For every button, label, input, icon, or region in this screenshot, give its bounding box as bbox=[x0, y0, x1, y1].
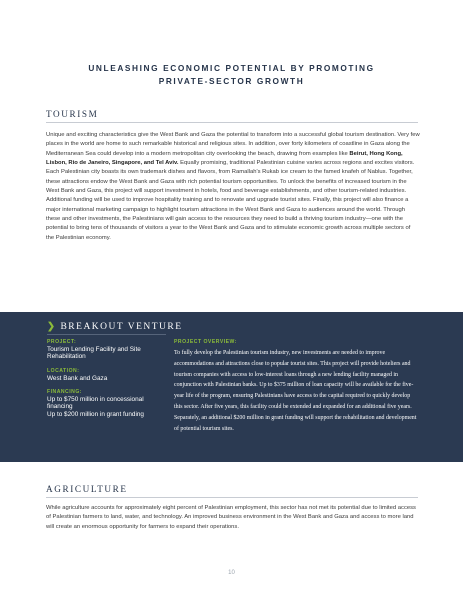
breakout-venture-title bbox=[47, 321, 183, 332]
page-heading-line2: PRIVATE-SECTOR GROWTH bbox=[158, 75, 305, 86]
tourism-paragraph-rest: Equally promising, traditional Palestinian cuisine varies across regions and excites visitors. Each Palestinian city boasts its own trademark dishes and flavors, from Ramallah's Rukab ice cream to the famed knafeh of Nablus. Together, these attractions endow the West Bank and Gaza with rich potential tourism opportunities. To unlock the benefits of increased tourism in the West Bank and Gaza, this project will support investment in hotels, food and beverage establishments, and other tourism-related industries. Additional funding will be used to improve hospitality training and to renovate and upgrade tourist sites. Finally, this project will also finance a major international marketing campaign to highlight tourism attractions in the West Bank and Gaza to audiences around the world. Through these and other investments, the Palestinians will gain access to the resources they need to build a thriving tourism industry—one with the potential to bring tens of thousands of visitors a year to the West Bank and Gaza and to stimulate economic growth across multiple sectors of the Palestinian economy. bbox=[46, 160, 415, 241]
tourism-paragraph bbox=[46, 131, 420, 243]
tourism-paragraph-intro: Unique and exciting characteristics give the West Bank and Gaza the potential to transform into a successful global tourism destination. Very few places in the world are home to such remarkable historical and religious sites. In addition, over forty kilometers of coastline in Gaza along the Mediterranean Sea could develop into a modern metropolitan city overlooking the beach, drawing from examples like bbox=[46, 132, 420, 157]
financing-line-2: Up to $200 million in grant funding bbox=[47, 411, 144, 418]
agriculture-section-title: AGRICULTURE bbox=[46, 484, 128, 494]
breakout-venture-divider bbox=[47, 334, 166, 335]
breakout-venture-title-text: BREAKOUT VENTURE bbox=[60, 322, 183, 332]
agriculture-section-divider bbox=[46, 497, 418, 498]
tourism-section-divider bbox=[46, 122, 418, 123]
tourism-section-title: TOURISM bbox=[46, 109, 99, 119]
project-overview-label: PROJECT OVERVIEW: bbox=[174, 339, 237, 345]
agriculture-paragraph: While agriculture accounts for approximately eight percent of Palestinian employment, this sector has not met its potential due to limited access of Palestinian farmers to land, water, and technology. An improved business environment in the West Bank and Gaza and access to more land will create an enormous opportunity for farmers to expand their operations. bbox=[46, 505, 416, 530]
chevron-right-icon: ❯ bbox=[47, 321, 57, 332]
financing-label: FINANCING: bbox=[47, 389, 82, 395]
page-heading-line1: UNLEASHING ECONOMIC POTENTIAL BY PROMOTING bbox=[88, 63, 375, 73]
location-value: West Bank and Gaza bbox=[47, 375, 108, 382]
page-heading bbox=[40, 62, 423, 87]
project-overview-text: To fully develop the Palestinian tourism industry, new investments are needed to improve accommodations and attractions close to popular tourist sites. This project will provide hoteliers and tourism companies with access to low-interest loans through a new lending facility managed in conjunction with Palestinian banks. Up to $375 million of loan capacity will be available for the five-year life of the program, ensuring Palestinians have access to the capital required to quickly develop this sector. After five years, this facility could be extended and expanded for an additional five years. Separately, an additional $200 million in grant funding will support the rehabilitation and development of potential tourism sites. bbox=[174, 350, 417, 432]
project-value: Tourism Lending Facility and Site Rehabilitation bbox=[47, 346, 141, 361]
tourism-paragraph-cities: Beirut, Hong Kong, Lisbon, Rio de Janeiro, Singapore, and Tel Aviv. bbox=[46, 150, 403, 167]
page-number: 10 bbox=[228, 570, 235, 576]
project-label: PROJECT: bbox=[47, 339, 77, 345]
location-label: LOCATION: bbox=[47, 368, 80, 374]
financing-line-1: Up to $750 million in concessional financing bbox=[47, 396, 144, 411]
